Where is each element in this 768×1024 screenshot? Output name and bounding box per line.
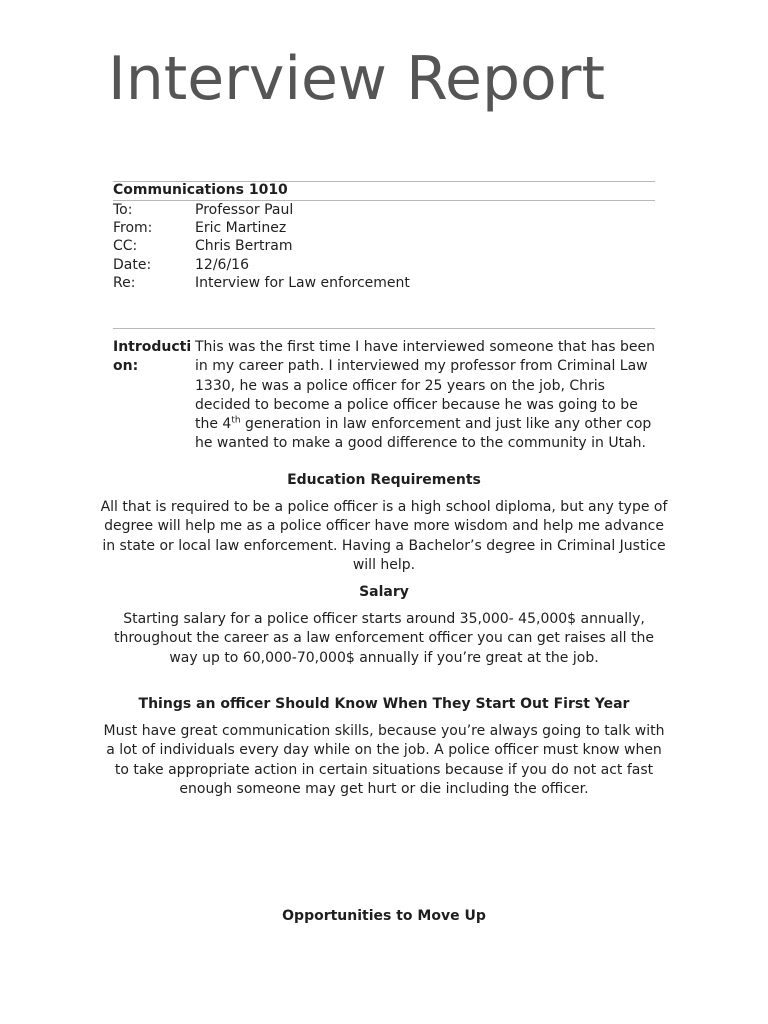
memo-value: Chris Bertram	[195, 238, 293, 255]
section-body-first-year: Must have great communication skills, because you’re always going to talk with a lot of individuals every day while on the job. A police officer must know when to take appropriate action in certain situations because if you do not act fast enough someone may get hurt or die including the officer.	[103, 723, 665, 797]
introduction-text-part: generation in law enforcement and just like any other cop he wanted to make a good difference to the community in Utah.	[195, 416, 652, 452]
intro-divider	[113, 328, 655, 329]
introduction-block	[113, 338, 658, 454]
introduction-text-part: This was the first time I have interviewed someone that has been in my career path. I interviewed my professor from Criminal Law 1330, he was a police officer for 25 years on the job, Chris decided to become a police officer because he was going to be the 4	[195, 339, 656, 433]
section-heading-salary: Salary	[359, 584, 409, 600]
section-heading-first-year: Things an officer Should Know When They Start Out First Year	[138, 696, 630, 712]
memo-label: Re:	[113, 274, 136, 291]
memo-label: CC:	[113, 238, 138, 255]
document-title: Interview Report	[108, 44, 605, 114]
introduction-text	[195, 338, 658, 454]
course-name: Communications 1010	[113, 182, 288, 198]
memo-value: Interview for Law enforcement	[195, 274, 410, 291]
memo-row-from	[113, 219, 655, 237]
memo-row-date	[113, 256, 655, 274]
section-heading-education: Education Requirements	[287, 472, 481, 488]
ordinal-suffix: th	[231, 415, 241, 426]
memo-label: To:	[113, 202, 133, 218]
memo-header	[113, 201, 655, 292]
memo-value: Eric Martinez	[195, 220, 287, 237]
memo-row-to	[113, 201, 655, 219]
section-body-salary: Starting salary for a police officer starts around 35,000- 45,000$ annually, throughout the career as a law enforcement officer you can get raises all the way up to 60,000-70,000$ annually if you’re great at the job.	[114, 611, 654, 666]
introduction-label: Introduction:	[113, 339, 192, 375]
memo-value: Professor Paul	[195, 202, 294, 218]
memo-row-cc	[113, 237, 655, 255]
memo-label: From:	[113, 220, 153, 237]
section-heading-move-up: Opportunities to Move Up	[282, 908, 486, 924]
memo-label: Date:	[113, 256, 152, 273]
memo-value: 12/6/16	[195, 256, 249, 273]
memo-row-re	[113, 274, 655, 292]
section-body-education: All that is required to be a police officer is a high school diploma, but any type of degree will help me as a police officer have more wisdom and help me advance in state or local law enforcement. Having a Bachelor’s degree in Criminal Justice will help.	[100, 499, 668, 573]
